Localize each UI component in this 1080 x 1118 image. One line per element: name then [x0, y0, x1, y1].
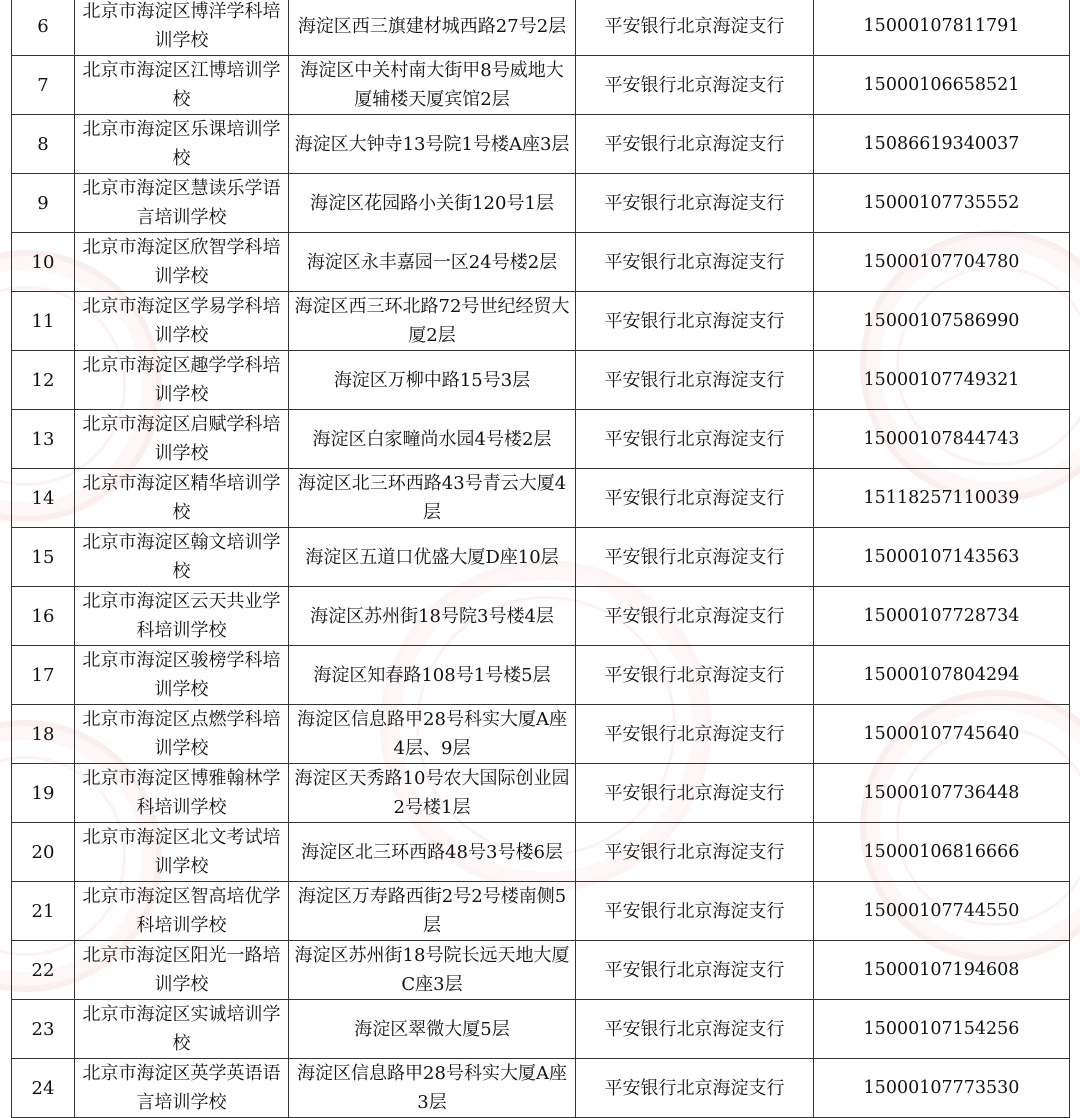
bank-cell: 平安银行北京海淀支行	[576, 941, 814, 1000]
row-number-cell: 24	[12, 1059, 75, 1118]
bank-cell: 平安银行北京海淀支行	[576, 882, 814, 941]
account-number-cell: 15000107728734	[814, 587, 1070, 646]
row-number-cell: 16	[12, 587, 75, 646]
row-number-cell: 9	[12, 174, 75, 233]
table-row	[12, 882, 1070, 941]
address-cell: 海淀区万柳中路15号3层	[289, 351, 576, 410]
account-number-cell: 15000107586990	[814, 292, 1070, 351]
bank-cell: 平安银行北京海淀支行	[576, 764, 814, 823]
bank-cell: 平安银行北京海淀支行	[576, 292, 814, 351]
account-number-cell: 15000107745640	[814, 705, 1070, 764]
address-cell: 海淀区信息路甲28号科实大厦A座4层、9层	[289, 705, 576, 764]
school-name-cell: 北京市海淀区启赋学科培训学校	[75, 410, 289, 469]
row-number-cell: 6	[12, 0, 75, 56]
table-row	[12, 1059, 1070, 1118]
institution-account-table	[11, 0, 1070, 1118]
row-number-cell: 19	[12, 764, 75, 823]
school-name-cell: 北京市海淀区江博培训学校	[75, 56, 289, 115]
row-number-cell: 17	[12, 646, 75, 705]
account-number-cell: 15000107194608	[814, 941, 1070, 1000]
table-row	[12, 351, 1070, 410]
account-number-cell: 15000107773530	[814, 1059, 1070, 1118]
account-number-cell: 15000106658521	[814, 56, 1070, 115]
bank-cell: 平安银行北京海淀支行	[576, 705, 814, 764]
table-row	[12, 0, 1070, 56]
school-name-cell: 北京市海淀区点燃学科培训学校	[75, 705, 289, 764]
table-row	[12, 941, 1070, 1000]
row-number-cell: 23	[12, 1000, 75, 1059]
table-row	[12, 823, 1070, 882]
row-number-cell: 7	[12, 56, 75, 115]
school-name-cell: 北京市海淀区智高培优学科培训学校	[75, 882, 289, 941]
school-name-cell: 北京市海淀区乐课培训学校	[75, 115, 289, 174]
school-name-cell: 北京市海淀区精华培训学校	[75, 469, 289, 528]
table-row	[12, 705, 1070, 764]
bank-cell: 平安银行北京海淀支行	[576, 1000, 814, 1059]
table-row	[12, 1000, 1070, 1059]
row-number-cell: 14	[12, 469, 75, 528]
bank-cell: 平安银行北京海淀支行	[576, 528, 814, 587]
bank-cell: 平安银行北京海淀支行	[576, 469, 814, 528]
bank-cell: 平安银行北京海淀支行	[576, 1059, 814, 1118]
school-name-cell: 北京市海淀区云天共业学科培训学校	[75, 587, 289, 646]
school-name-cell: 北京市海淀区骏榜学科培训学校	[75, 646, 289, 705]
bank-cell: 平安银行北京海淀支行	[576, 823, 814, 882]
account-number-cell: 15086619340037	[814, 115, 1070, 174]
bank-cell: 平安银行北京海淀支行	[576, 587, 814, 646]
address-cell: 海淀区五道口优盛大厦D座10层	[289, 528, 576, 587]
address-cell: 海淀区苏州街18号院长远天地大厦C座3层	[289, 941, 576, 1000]
row-number-cell: 21	[12, 882, 75, 941]
account-number-cell: 15000107749321	[814, 351, 1070, 410]
row-number-cell: 18	[12, 705, 75, 764]
row-number-cell: 15	[12, 528, 75, 587]
account-number-cell: 15000107811791	[814, 0, 1070, 56]
row-number-cell: 8	[12, 115, 75, 174]
address-cell: 海淀区白家疃尚水园4号楼2层	[289, 410, 576, 469]
school-name-cell: 北京市海淀区欣智学科培训学校	[75, 233, 289, 292]
bank-cell: 平安银行北京海淀支行	[576, 646, 814, 705]
address-cell: 海淀区西三旗建材城西路27号2层	[289, 0, 576, 56]
bank-cell: 平安银行北京海淀支行	[576, 410, 814, 469]
address-cell: 海淀区西三环北路72号世纪经贸大厦2层	[289, 292, 576, 351]
school-name-cell: 北京市海淀区阳光一路培训学校	[75, 941, 289, 1000]
row-number-cell: 12	[12, 351, 75, 410]
bank-cell: 平安银行北京海淀支行	[576, 233, 814, 292]
school-name-cell: 北京市海淀区英学英语语言培训学校	[75, 1059, 289, 1118]
account-number-cell: 15000107154256	[814, 1000, 1070, 1059]
row-number-cell: 13	[12, 410, 75, 469]
table-row	[12, 292, 1070, 351]
account-number-cell: 15000107804294	[814, 646, 1070, 705]
row-number-cell: 11	[12, 292, 75, 351]
school-name-cell: 北京市海淀区翰文培训学校	[75, 528, 289, 587]
account-number-cell: 15000107744550	[814, 882, 1070, 941]
bank-cell: 平安银行北京海淀支行	[576, 0, 814, 56]
school-name-cell: 北京市海淀区慧读乐学语言培训学校	[75, 174, 289, 233]
address-cell: 海淀区苏州街18号院3号楼4层	[289, 587, 576, 646]
table-row	[12, 233, 1070, 292]
address-cell: 海淀区天秀路10号农大国际创业园2号楼1层	[289, 764, 576, 823]
address-cell: 海淀区翠微大厦5层	[289, 1000, 576, 1059]
table-row	[12, 410, 1070, 469]
address-cell: 海淀区北三环西路48号3号楼6层	[289, 823, 576, 882]
school-name-cell: 北京市海淀区学易学科培训学校	[75, 292, 289, 351]
table-row	[12, 56, 1070, 115]
school-name-cell: 北京市海淀区趣学学科培训学校	[75, 351, 289, 410]
table-row	[12, 469, 1070, 528]
account-number-cell: 15000107143563	[814, 528, 1070, 587]
address-cell: 海淀区知春路108号1号楼5层	[289, 646, 576, 705]
address-cell: 海淀区信息路甲28号科实大厦A座3层	[289, 1059, 576, 1118]
table-row	[12, 115, 1070, 174]
address-cell: 海淀区万寿路西街2号2号楼南侧5层	[289, 882, 576, 941]
address-cell: 海淀区中关村南大街甲8号威地大厦辅楼天厦宾馆2层	[289, 56, 576, 115]
bank-cell: 平安银行北京海淀支行	[576, 174, 814, 233]
row-number-cell: 10	[12, 233, 75, 292]
row-number-cell: 20	[12, 823, 75, 882]
address-cell: 海淀区永丰嘉园一区24号楼2层	[289, 233, 576, 292]
address-cell: 海淀区北三环西路43号青云大厦4层	[289, 469, 576, 528]
account-number-cell: 15000107736448	[814, 764, 1070, 823]
school-name-cell: 北京市海淀区博洋学科培训学校	[75, 0, 289, 56]
account-number-cell: 15000106816666	[814, 823, 1070, 882]
table-row	[12, 646, 1070, 705]
address-cell: 海淀区大钟寺13号院1号楼A座3层	[289, 115, 576, 174]
school-name-cell: 北京市海淀区博雅翰林学科培训学校	[75, 764, 289, 823]
bank-cell: 平安银行北京海淀支行	[576, 56, 814, 115]
table-row	[12, 174, 1070, 233]
table-row	[12, 528, 1070, 587]
account-number-cell: 15000107735552	[814, 174, 1070, 233]
school-name-cell: 北京市海淀区实诚培训学校	[75, 1000, 289, 1059]
address-cell: 海淀区花园路小关街120号1层	[289, 174, 576, 233]
table-body	[12, 0, 1070, 1118]
table-row	[12, 587, 1070, 646]
bank-cell: 平安银行北京海淀支行	[576, 351, 814, 410]
table-row	[12, 764, 1070, 823]
account-number-cell: 15118257110039	[814, 469, 1070, 528]
account-number-cell: 15000107704780	[814, 233, 1070, 292]
account-number-cell: 15000107844743	[814, 410, 1070, 469]
row-number-cell: 22	[12, 941, 75, 1000]
school-name-cell: 北京市海淀区北文考试培训学校	[75, 823, 289, 882]
bank-cell: 平安银行北京海淀支行	[576, 115, 814, 174]
